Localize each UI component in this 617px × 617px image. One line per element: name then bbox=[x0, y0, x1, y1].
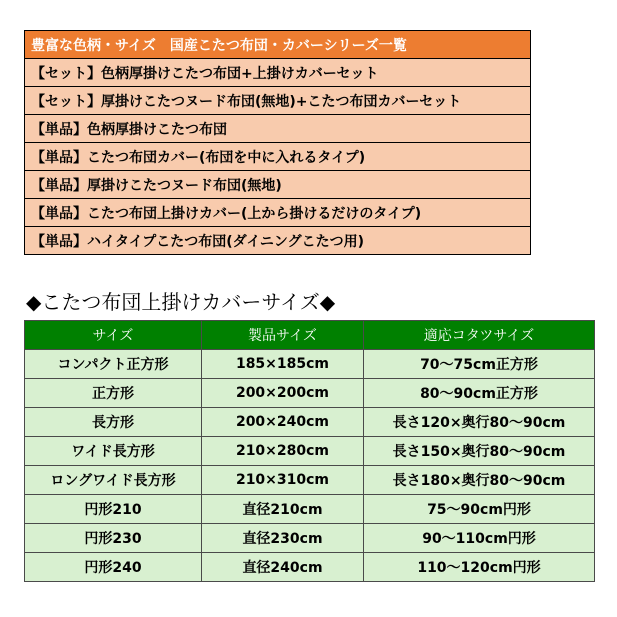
column-header-size: サイズ bbox=[25, 321, 202, 350]
series-item-row[interactable] bbox=[25, 87, 531, 115]
size-section-title: ◆こたつ布団上掛けカバーサイズ◆ bbox=[26, 290, 336, 314]
size-name-cell: ワイド長方形 bbox=[25, 437, 202, 466]
series-link-single-futon-cover[interactable]: 【単品】こたつ布団カバー(布団を中に入れるタイプ) bbox=[25, 143, 531, 171]
size-name-cell: 円形230 bbox=[25, 524, 202, 553]
series-link-single-high-type-futon[interactable]: 【単品】ハイタイプこたつ布団(ダイニングこたつ用) bbox=[25, 227, 531, 255]
series-link-set-colored-futon-cover[interactable]: 【セット】色柄厚掛けこたつ布団+上掛けカバーセット bbox=[25, 59, 531, 87]
series-item-row[interactable] bbox=[25, 59, 531, 87]
kotatsu-size-cell: 70～75cm正方形 bbox=[364, 350, 595, 379]
series-link-single-over-cover[interactable]: 【単品】こたつ布団上掛けカバー(上から掛けるだけのタイプ) bbox=[25, 199, 531, 227]
size-name-cell: コンパクト正方形 bbox=[25, 350, 202, 379]
series-list-table bbox=[24, 30, 531, 255]
table-row bbox=[25, 437, 595, 466]
kotatsu-size-cell: 75～90cm円形 bbox=[364, 495, 595, 524]
size-name-cell: 円形210 bbox=[25, 495, 202, 524]
table-row bbox=[25, 553, 595, 582]
kotatsu-size-cell: 長さ150×奥行80～90cm bbox=[364, 437, 595, 466]
product-size-cell: 210×310cm bbox=[202, 466, 364, 495]
product-size-cell: 直径240cm bbox=[202, 553, 364, 582]
table-row bbox=[25, 466, 595, 495]
series-item-row[interactable] bbox=[25, 227, 531, 255]
series-link-set-nude-futon-cover[interactable]: 【セット】厚掛けこたつヌード布団(無地)+こたつ布団カバーセット bbox=[25, 87, 531, 115]
series-item-row[interactable] bbox=[25, 171, 531, 199]
size-name-cell: 長方形 bbox=[25, 408, 202, 437]
series-item-row[interactable] bbox=[25, 115, 531, 143]
kotatsu-size-cell: 90～110cm円形 bbox=[364, 524, 595, 553]
series-link-single-nude-futon[interactable]: 【単品】厚掛けこたつヌード布団(無地) bbox=[25, 171, 531, 199]
size-table-header-row bbox=[25, 321, 595, 350]
kotatsu-size-cell: 80～90cm正方形 bbox=[364, 379, 595, 408]
product-size-cell: 200×240cm bbox=[202, 408, 364, 437]
product-size-cell: 直径230cm bbox=[202, 524, 364, 553]
table-row bbox=[25, 524, 595, 553]
series-item-row[interactable] bbox=[25, 143, 531, 171]
kotatsu-size-cell: 110～120cm円形 bbox=[364, 553, 595, 582]
series-list-header: 豊富な色柄・サイズ 国産こたつ布団・カバーシリーズ一覧 bbox=[25, 31, 531, 59]
series-list-header-row bbox=[25, 31, 531, 59]
product-size-cell: 200×200cm bbox=[202, 379, 364, 408]
series-item-row[interactable] bbox=[25, 199, 531, 227]
table-row bbox=[25, 408, 595, 437]
kotatsu-size-cell: 長さ120×奥行80～90cm bbox=[364, 408, 595, 437]
size-name-cell: ロングワイド長方形 bbox=[25, 466, 202, 495]
series-link-single-colored-futon[interactable]: 【単品】色柄厚掛けこたつ布団 bbox=[25, 115, 531, 143]
table-row bbox=[25, 379, 595, 408]
size-name-cell: 円形240 bbox=[25, 553, 202, 582]
size-name-cell: 正方形 bbox=[25, 379, 202, 408]
column-header-kotatsu-size: 適応コタツサイズ bbox=[364, 321, 595, 350]
kotatsu-size-cell: 長さ180×奥行80～90cm bbox=[364, 466, 595, 495]
product-size-cell: 210×280cm bbox=[202, 437, 364, 466]
table-row bbox=[25, 495, 595, 524]
column-header-product-size: 製品サイズ bbox=[202, 321, 364, 350]
product-size-cell: 直径210cm bbox=[202, 495, 364, 524]
product-size-cell: 185×185cm bbox=[202, 350, 364, 379]
size-table bbox=[24, 320, 595, 582]
table-row bbox=[25, 350, 595, 379]
